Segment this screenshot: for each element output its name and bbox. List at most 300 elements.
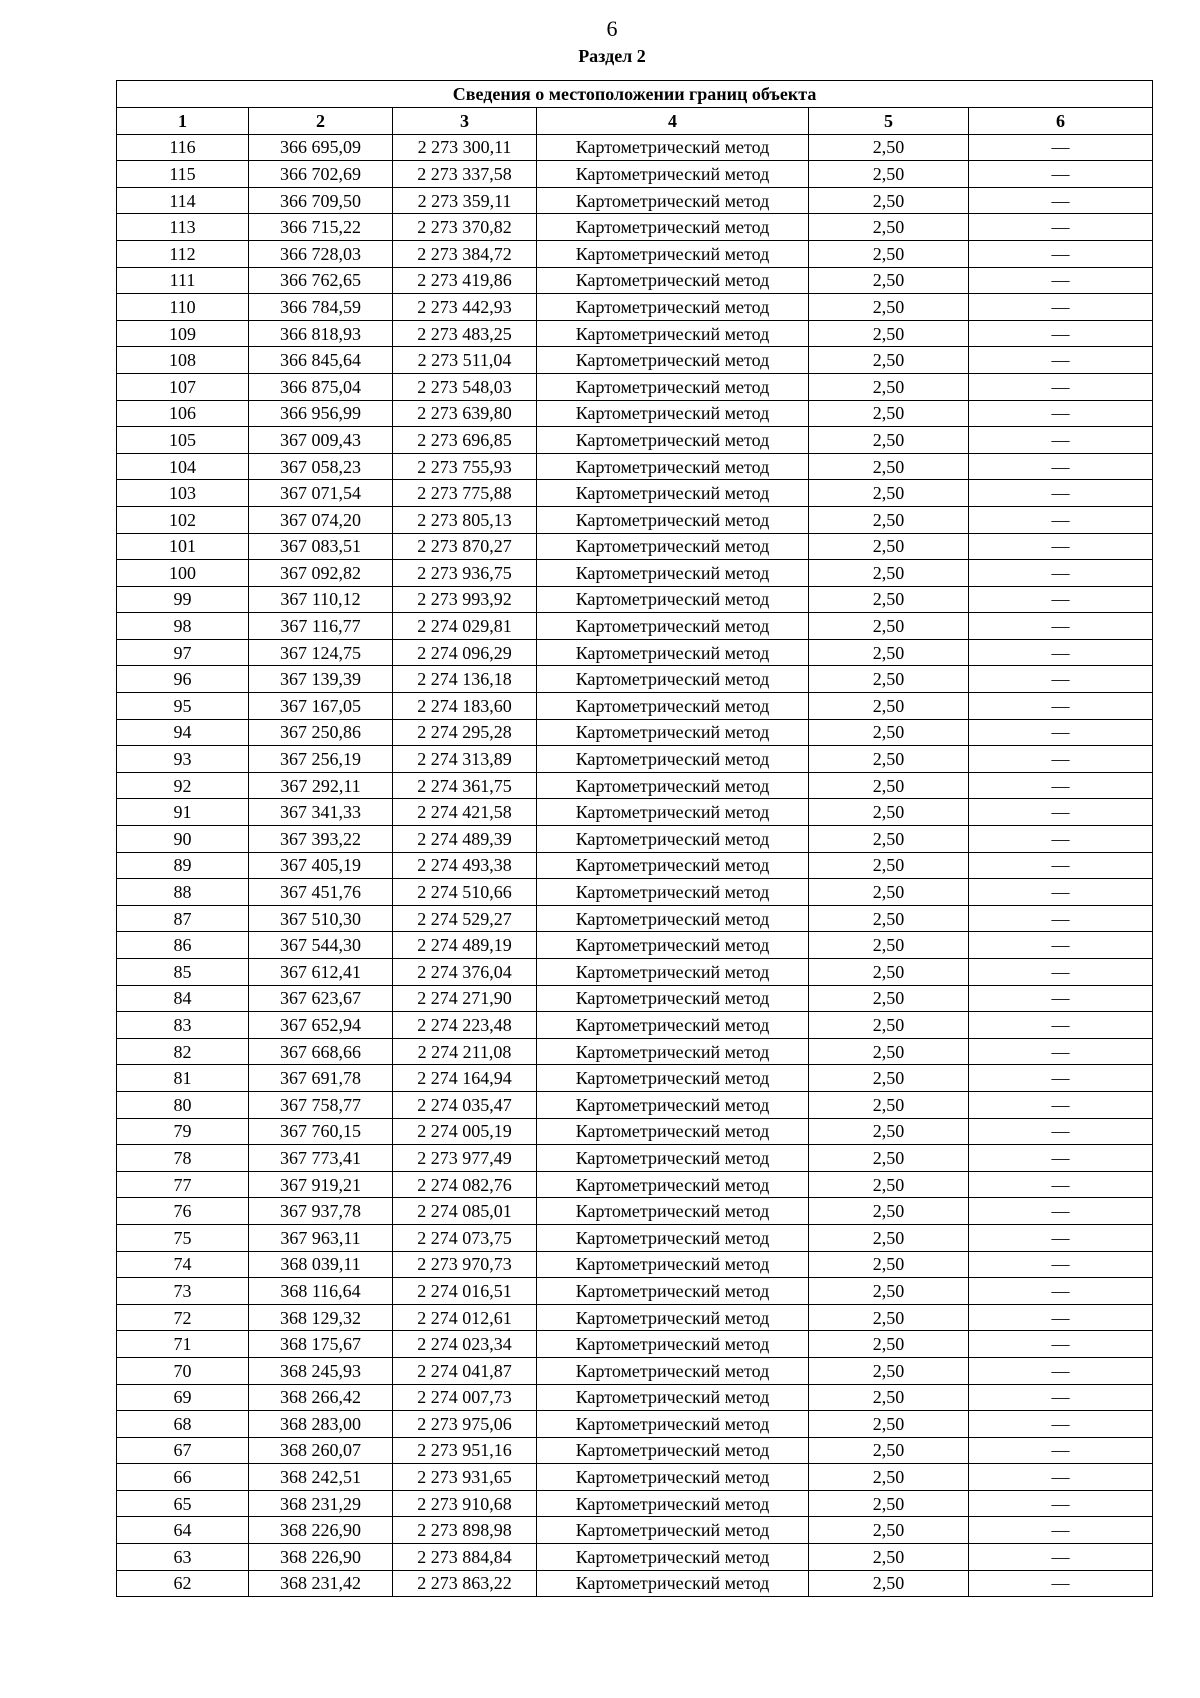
method-cell: Картометрический метод — [537, 1570, 809, 1597]
description-cell: — — [969, 932, 1153, 959]
point-number-cell: 88 — [117, 879, 249, 906]
method-cell: Картометрический метод — [537, 1544, 809, 1571]
y-coordinate-cell: 2 274 016,51 — [393, 1278, 537, 1305]
y-coordinate-cell: 2 274 295,28 — [393, 719, 537, 746]
method-cell: Картометрический метод — [537, 373, 809, 400]
table-row — [117, 1065, 1153, 1092]
point-number-cell: 89 — [117, 852, 249, 879]
y-coordinate-cell: 2 273 975,06 — [393, 1411, 537, 1438]
point-number-cell: 116 — [117, 134, 249, 161]
point-number-cell: 91 — [117, 799, 249, 826]
table-row — [117, 693, 1153, 720]
table-row — [117, 320, 1153, 347]
point-number-cell: 74 — [117, 1251, 249, 1278]
method-cell: Картометрический метод — [537, 932, 809, 959]
boundary-table — [116, 80, 1153, 1597]
x-coordinate-cell: 367 009,43 — [249, 427, 393, 454]
accuracy-cell: 2,50 — [809, 799, 969, 826]
x-coordinate-cell: 367 393,22 — [249, 826, 393, 853]
x-coordinate-cell: 367 773,41 — [249, 1145, 393, 1172]
method-cell: Картометрический метод — [537, 1464, 809, 1491]
method-cell: Картометрический метод — [537, 852, 809, 879]
accuracy-cell: 2,50 — [809, 932, 969, 959]
method-cell: Картометрический метод — [537, 400, 809, 427]
y-coordinate-cell: 2 273 863,22 — [393, 1570, 537, 1597]
table-row — [117, 400, 1153, 427]
table-row — [117, 959, 1153, 986]
point-number-cell: 110 — [117, 294, 249, 321]
description-cell: — — [969, 267, 1153, 294]
description-cell: — — [969, 613, 1153, 640]
method-cell: Картометрический метод — [537, 1357, 809, 1384]
method-cell: Картометрический метод — [537, 560, 809, 587]
point-number-cell: 97 — [117, 639, 249, 666]
description-cell: — — [969, 666, 1153, 693]
accuracy-cell: 2,50 — [809, 959, 969, 986]
x-coordinate-cell: 366 818,93 — [249, 320, 393, 347]
method-cell: Картометрический метод — [537, 905, 809, 932]
accuracy-cell: 2,50 — [809, 187, 969, 214]
accuracy-cell: 2,50 — [809, 826, 969, 853]
x-coordinate-cell: 366 695,09 — [249, 134, 393, 161]
y-coordinate-cell: 2 273 931,65 — [393, 1464, 537, 1491]
point-number-cell: 101 — [117, 533, 249, 560]
y-coordinate-cell: 2 274 489,39 — [393, 826, 537, 853]
description-cell: — — [969, 1490, 1153, 1517]
table-row — [117, 427, 1153, 454]
point-number-cell: 113 — [117, 214, 249, 241]
description-cell: — — [969, 214, 1153, 241]
method-cell: Картометрический метод — [537, 879, 809, 906]
accuracy-cell: 2,50 — [809, 1038, 969, 1065]
description-cell: — — [969, 294, 1153, 321]
x-coordinate-cell: 366 762,65 — [249, 267, 393, 294]
method-cell: Картометрический метод — [537, 134, 809, 161]
description-cell: — — [969, 1437, 1153, 1464]
method-cell: Картометрический метод — [537, 347, 809, 374]
accuracy-cell: 2,50 — [809, 985, 969, 1012]
table-row — [117, 985, 1153, 1012]
y-coordinate-cell: 2 274 041,87 — [393, 1357, 537, 1384]
description-cell: — — [969, 161, 1153, 188]
method-cell: Картометрический метод — [537, 1171, 809, 1198]
table-row — [117, 1357, 1153, 1384]
description-cell: — — [969, 879, 1153, 906]
method-cell: Картометрический метод — [537, 1038, 809, 1065]
point-number-cell: 94 — [117, 719, 249, 746]
x-coordinate-cell: 368 266,42 — [249, 1384, 393, 1411]
point-number-cell: 67 — [117, 1437, 249, 1464]
table-row — [117, 932, 1153, 959]
table-row — [117, 294, 1153, 321]
accuracy-cell: 2,50 — [809, 240, 969, 267]
table-row — [117, 746, 1153, 773]
y-coordinate-cell: 2 274 489,19 — [393, 932, 537, 959]
x-coordinate-cell: 366 728,03 — [249, 240, 393, 267]
y-coordinate-cell: 2 274 164,94 — [393, 1065, 537, 1092]
y-coordinate-cell: 2 274 510,66 — [393, 879, 537, 906]
description-cell: — — [969, 1278, 1153, 1305]
y-coordinate-cell: 2 273 639,80 — [393, 400, 537, 427]
method-cell: Картометрический метод — [537, 586, 809, 613]
method-cell: Картометрический метод — [537, 533, 809, 560]
description-cell: — — [969, 560, 1153, 587]
method-cell: Картометрический метод — [537, 1145, 809, 1172]
table-row — [117, 1464, 1153, 1491]
y-coordinate-cell: 2 273 775,88 — [393, 480, 537, 507]
description-cell: — — [969, 905, 1153, 932]
x-coordinate-cell: 367 760,15 — [249, 1118, 393, 1145]
accuracy-cell: 2,50 — [809, 347, 969, 374]
accuracy-cell: 2,50 — [809, 427, 969, 454]
description-cell: — — [969, 506, 1153, 533]
method-cell: Картометрический метод — [537, 1517, 809, 1544]
table-row — [117, 666, 1153, 693]
table-row — [117, 799, 1153, 826]
point-number-cell: 107 — [117, 373, 249, 400]
y-coordinate-cell: 2 274 223,48 — [393, 1012, 537, 1039]
x-coordinate-cell: 368 231,42 — [249, 1570, 393, 1597]
x-coordinate-cell: 368 129,32 — [249, 1304, 393, 1331]
x-coordinate-cell: 367 074,20 — [249, 506, 393, 533]
y-coordinate-cell: 2 274 035,47 — [393, 1091, 537, 1118]
y-coordinate-cell: 2 273 419,86 — [393, 267, 537, 294]
table-row — [117, 1517, 1153, 1544]
description-cell: — — [969, 1251, 1153, 1278]
description-cell: — — [969, 746, 1153, 773]
table-row — [117, 240, 1153, 267]
accuracy-cell: 2,50 — [809, 267, 969, 294]
method-cell: Картометрический метод — [537, 214, 809, 241]
description-cell: — — [969, 1224, 1153, 1251]
accuracy-cell: 2,50 — [809, 1224, 969, 1251]
table-row — [117, 187, 1153, 214]
point-number-cell: 83 — [117, 1012, 249, 1039]
x-coordinate-cell: 367 110,12 — [249, 586, 393, 613]
accuracy-cell: 2,50 — [809, 1384, 969, 1411]
method-cell: Картометрический метод — [537, 719, 809, 746]
table-row — [117, 533, 1153, 560]
y-coordinate-cell: 2 273 337,58 — [393, 161, 537, 188]
point-number-cell: 115 — [117, 161, 249, 188]
y-coordinate-cell: 2 274 211,08 — [393, 1038, 537, 1065]
description-cell: — — [969, 1038, 1153, 1065]
point-number-cell: 79 — [117, 1118, 249, 1145]
accuracy-cell: 2,50 — [809, 613, 969, 640]
table-row — [117, 1038, 1153, 1065]
accuracy-cell: 2,50 — [809, 373, 969, 400]
point-number-cell: 105 — [117, 427, 249, 454]
method-cell: Картометрический метод — [537, 1012, 809, 1039]
x-coordinate-cell: 368 260,07 — [249, 1437, 393, 1464]
x-coordinate-cell: 367 652,94 — [249, 1012, 393, 1039]
x-coordinate-cell: 367 092,82 — [249, 560, 393, 587]
accuracy-cell: 2,50 — [809, 586, 969, 613]
point-number-cell: 69 — [117, 1384, 249, 1411]
y-coordinate-cell: 2 273 993,92 — [393, 586, 537, 613]
point-number-cell: 64 — [117, 1517, 249, 1544]
accuracy-cell: 2,50 — [809, 1517, 969, 1544]
x-coordinate-cell: 367 139,39 — [249, 666, 393, 693]
x-coordinate-cell: 368 226,90 — [249, 1517, 393, 1544]
table-row — [117, 214, 1153, 241]
table-row — [117, 1278, 1153, 1305]
description-cell: — — [969, 134, 1153, 161]
point-number-cell: 108 — [117, 347, 249, 374]
y-coordinate-cell: 2 273 970,73 — [393, 1251, 537, 1278]
accuracy-cell: 2,50 — [809, 719, 969, 746]
table-row — [117, 586, 1153, 613]
table-row — [117, 719, 1153, 746]
table-row — [117, 453, 1153, 480]
description-cell: — — [969, 959, 1153, 986]
y-coordinate-cell: 2 273 384,72 — [393, 240, 537, 267]
description-cell: — — [969, 586, 1153, 613]
method-cell: Картометрический метод — [537, 506, 809, 533]
description-cell: — — [969, 427, 1153, 454]
method-cell: Картометрический метод — [537, 267, 809, 294]
x-coordinate-cell: 368 283,00 — [249, 1411, 393, 1438]
accuracy-cell: 2,50 — [809, 1171, 969, 1198]
point-number-cell: 114 — [117, 187, 249, 214]
table-row — [117, 852, 1153, 879]
description-cell: — — [969, 639, 1153, 666]
point-number-cell: 90 — [117, 826, 249, 853]
y-coordinate-cell: 2 274 361,75 — [393, 772, 537, 799]
accuracy-cell: 2,50 — [809, 905, 969, 932]
accuracy-cell: 2,50 — [809, 1251, 969, 1278]
point-number-cell: 87 — [117, 905, 249, 932]
x-coordinate-cell: 367 668,66 — [249, 1038, 393, 1065]
table-row — [117, 613, 1153, 640]
accuracy-cell: 2,50 — [809, 560, 969, 587]
column-header: 5 — [809, 108, 969, 135]
point-number-cell: 109 — [117, 320, 249, 347]
method-cell: Картометрический метод — [537, 453, 809, 480]
page-number: 6 — [606, 16, 618, 41]
x-coordinate-cell: 367 083,51 — [249, 533, 393, 560]
x-coordinate-cell: 366 702,69 — [249, 161, 393, 188]
column-header: 1 — [117, 108, 249, 135]
y-coordinate-cell: 2 273 511,04 — [393, 347, 537, 374]
description-cell: — — [969, 826, 1153, 853]
accuracy-cell: 2,50 — [809, 1278, 969, 1305]
y-coordinate-cell: 2 274 007,73 — [393, 1384, 537, 1411]
description-cell: — — [969, 400, 1153, 427]
table-row — [117, 267, 1153, 294]
description-cell: — — [969, 1544, 1153, 1571]
x-coordinate-cell: 367 405,19 — [249, 852, 393, 879]
x-coordinate-cell: 368 175,67 — [249, 1331, 393, 1358]
accuracy-cell: 2,50 — [809, 1570, 969, 1597]
accuracy-cell: 2,50 — [809, 772, 969, 799]
method-cell: Картометрический метод — [537, 1118, 809, 1145]
method-cell: Картометрический метод — [537, 1224, 809, 1251]
accuracy-cell: 2,50 — [809, 1464, 969, 1491]
column-header: 6 — [969, 108, 1153, 135]
accuracy-cell: 2,50 — [809, 400, 969, 427]
x-coordinate-cell: 367 612,41 — [249, 959, 393, 986]
y-coordinate-cell: 2 274 136,18 — [393, 666, 537, 693]
description-cell: — — [969, 320, 1153, 347]
x-coordinate-cell: 368 231,29 — [249, 1490, 393, 1517]
accuracy-cell: 2,50 — [809, 453, 969, 480]
table-row — [117, 1490, 1153, 1517]
y-coordinate-cell: 2 274 376,04 — [393, 959, 537, 986]
x-coordinate-cell: 366 784,59 — [249, 294, 393, 321]
table-row — [117, 1171, 1153, 1198]
y-coordinate-cell: 2 274 313,89 — [393, 746, 537, 773]
point-number-cell: 66 — [117, 1464, 249, 1491]
x-coordinate-cell: 367 451,76 — [249, 879, 393, 906]
x-coordinate-cell: 367 124,75 — [249, 639, 393, 666]
point-number-cell: 72 — [117, 1304, 249, 1331]
method-cell: Картометрический метод — [537, 1091, 809, 1118]
point-number-cell: 96 — [117, 666, 249, 693]
table-row — [117, 1544, 1153, 1571]
accuracy-cell: 2,50 — [809, 879, 969, 906]
method-cell: Картометрический метод — [537, 427, 809, 454]
table-row — [117, 1251, 1153, 1278]
accuracy-cell: 2,50 — [809, 1091, 969, 1118]
method-cell: Картометрический метод — [537, 480, 809, 507]
point-number-cell: 93 — [117, 746, 249, 773]
x-coordinate-cell: 367 116,77 — [249, 613, 393, 640]
y-coordinate-cell: 2 273 805,13 — [393, 506, 537, 533]
column-header: 4 — [537, 108, 809, 135]
method-cell: Картометрический метод — [537, 1278, 809, 1305]
accuracy-cell: 2,50 — [809, 666, 969, 693]
y-coordinate-cell: 2 274 421,58 — [393, 799, 537, 826]
table-row — [117, 1224, 1153, 1251]
accuracy-cell: 2,50 — [809, 533, 969, 560]
x-coordinate-cell: 366 875,04 — [249, 373, 393, 400]
method-cell: Картометрический метод — [537, 1331, 809, 1358]
y-coordinate-cell: 2 274 005,19 — [393, 1118, 537, 1145]
description-cell: — — [969, 852, 1153, 879]
section-title: Раздел 2 — [578, 46, 646, 66]
description-cell: — — [969, 1384, 1153, 1411]
accuracy-cell: 2,50 — [809, 1490, 969, 1517]
x-coordinate-cell: 368 245,93 — [249, 1357, 393, 1384]
table-row — [117, 772, 1153, 799]
x-coordinate-cell: 366 845,64 — [249, 347, 393, 374]
y-coordinate-cell: 2 274 029,81 — [393, 613, 537, 640]
y-coordinate-cell: 2 274 073,75 — [393, 1224, 537, 1251]
description-cell: — — [969, 1091, 1153, 1118]
column-header: 3 — [393, 108, 537, 135]
point-number-cell: 82 — [117, 1038, 249, 1065]
point-number-cell: 92 — [117, 772, 249, 799]
description-cell: — — [969, 1570, 1153, 1597]
x-coordinate-cell: 367 758,77 — [249, 1091, 393, 1118]
x-coordinate-cell: 367 691,78 — [249, 1065, 393, 1092]
description-cell: — — [969, 799, 1153, 826]
description-cell: — — [969, 347, 1153, 374]
table-row — [117, 506, 1153, 533]
point-number-cell: 80 — [117, 1091, 249, 1118]
table-row — [117, 879, 1153, 906]
table-row — [117, 134, 1153, 161]
y-coordinate-cell: 2 273 359,11 — [393, 187, 537, 214]
method-cell: Картометрический метод — [537, 187, 809, 214]
table-row — [117, 1118, 1153, 1145]
y-coordinate-cell: 2 274 085,01 — [393, 1198, 537, 1225]
method-cell: Картометрический метод — [537, 1304, 809, 1331]
y-coordinate-cell: 2 273 370,82 — [393, 214, 537, 241]
y-coordinate-cell: 2 273 442,93 — [393, 294, 537, 321]
x-coordinate-cell: 366 709,50 — [249, 187, 393, 214]
description-cell: — — [969, 772, 1153, 799]
method-cell: Картометрический метод — [537, 320, 809, 347]
x-coordinate-cell: 367 937,78 — [249, 1198, 393, 1225]
accuracy-cell: 2,50 — [809, 294, 969, 321]
method-cell: Картометрический метод — [537, 240, 809, 267]
table-row — [117, 161, 1153, 188]
y-coordinate-cell: 2 274 271,90 — [393, 985, 537, 1012]
y-coordinate-cell: 2 274 493,38 — [393, 852, 537, 879]
y-coordinate-cell: 2 274 012,61 — [393, 1304, 537, 1331]
method-cell: Картометрический метод — [537, 639, 809, 666]
point-number-cell: 73 — [117, 1278, 249, 1305]
accuracy-cell: 2,50 — [809, 1145, 969, 1172]
x-coordinate-cell: 367 623,67 — [249, 985, 393, 1012]
description-cell: — — [969, 1012, 1153, 1039]
point-number-cell: 85 — [117, 959, 249, 986]
table-row — [117, 1411, 1153, 1438]
point-number-cell: 103 — [117, 480, 249, 507]
method-cell: Картометрический метод — [537, 826, 809, 853]
y-coordinate-cell: 2 273 483,25 — [393, 320, 537, 347]
point-number-cell: 111 — [117, 267, 249, 294]
description-cell: — — [969, 1411, 1153, 1438]
description-cell: — — [969, 1357, 1153, 1384]
table-row — [117, 1437, 1153, 1464]
x-coordinate-cell: 367 250,86 — [249, 719, 393, 746]
table-row — [117, 480, 1153, 507]
accuracy-cell: 2,50 — [809, 134, 969, 161]
accuracy-cell: 2,50 — [809, 320, 969, 347]
method-cell: Картометрический метод — [537, 1411, 809, 1438]
y-coordinate-cell: 2 274 023,34 — [393, 1331, 537, 1358]
accuracy-cell: 2,50 — [809, 1437, 969, 1464]
description-cell: — — [969, 1464, 1153, 1491]
method-cell: Картометрический метод — [537, 1065, 809, 1092]
description-cell: — — [969, 533, 1153, 560]
y-coordinate-cell: 2 274 183,60 — [393, 693, 537, 720]
y-coordinate-cell: 2 273 300,11 — [393, 134, 537, 161]
x-coordinate-cell: 368 039,11 — [249, 1251, 393, 1278]
point-number-cell: 81 — [117, 1065, 249, 1092]
method-cell: Картометрический метод — [537, 161, 809, 188]
accuracy-cell: 2,50 — [809, 1357, 969, 1384]
table-row — [117, 1331, 1153, 1358]
accuracy-cell: 2,50 — [809, 693, 969, 720]
description-cell: — — [969, 187, 1153, 214]
method-cell: Картометрический метод — [537, 1490, 809, 1517]
table-row — [117, 1091, 1153, 1118]
table-row — [117, 1304, 1153, 1331]
table-row — [117, 347, 1153, 374]
accuracy-cell: 2,50 — [809, 214, 969, 241]
method-cell: Картометрический метод — [537, 959, 809, 986]
x-coordinate-cell: 368 226,90 — [249, 1544, 393, 1571]
x-coordinate-cell: 367 256,19 — [249, 746, 393, 773]
y-coordinate-cell: 2 273 755,93 — [393, 453, 537, 480]
y-coordinate-cell: 2 274 082,76 — [393, 1171, 537, 1198]
accuracy-cell: 2,50 — [809, 1198, 969, 1225]
x-coordinate-cell: 367 292,11 — [249, 772, 393, 799]
